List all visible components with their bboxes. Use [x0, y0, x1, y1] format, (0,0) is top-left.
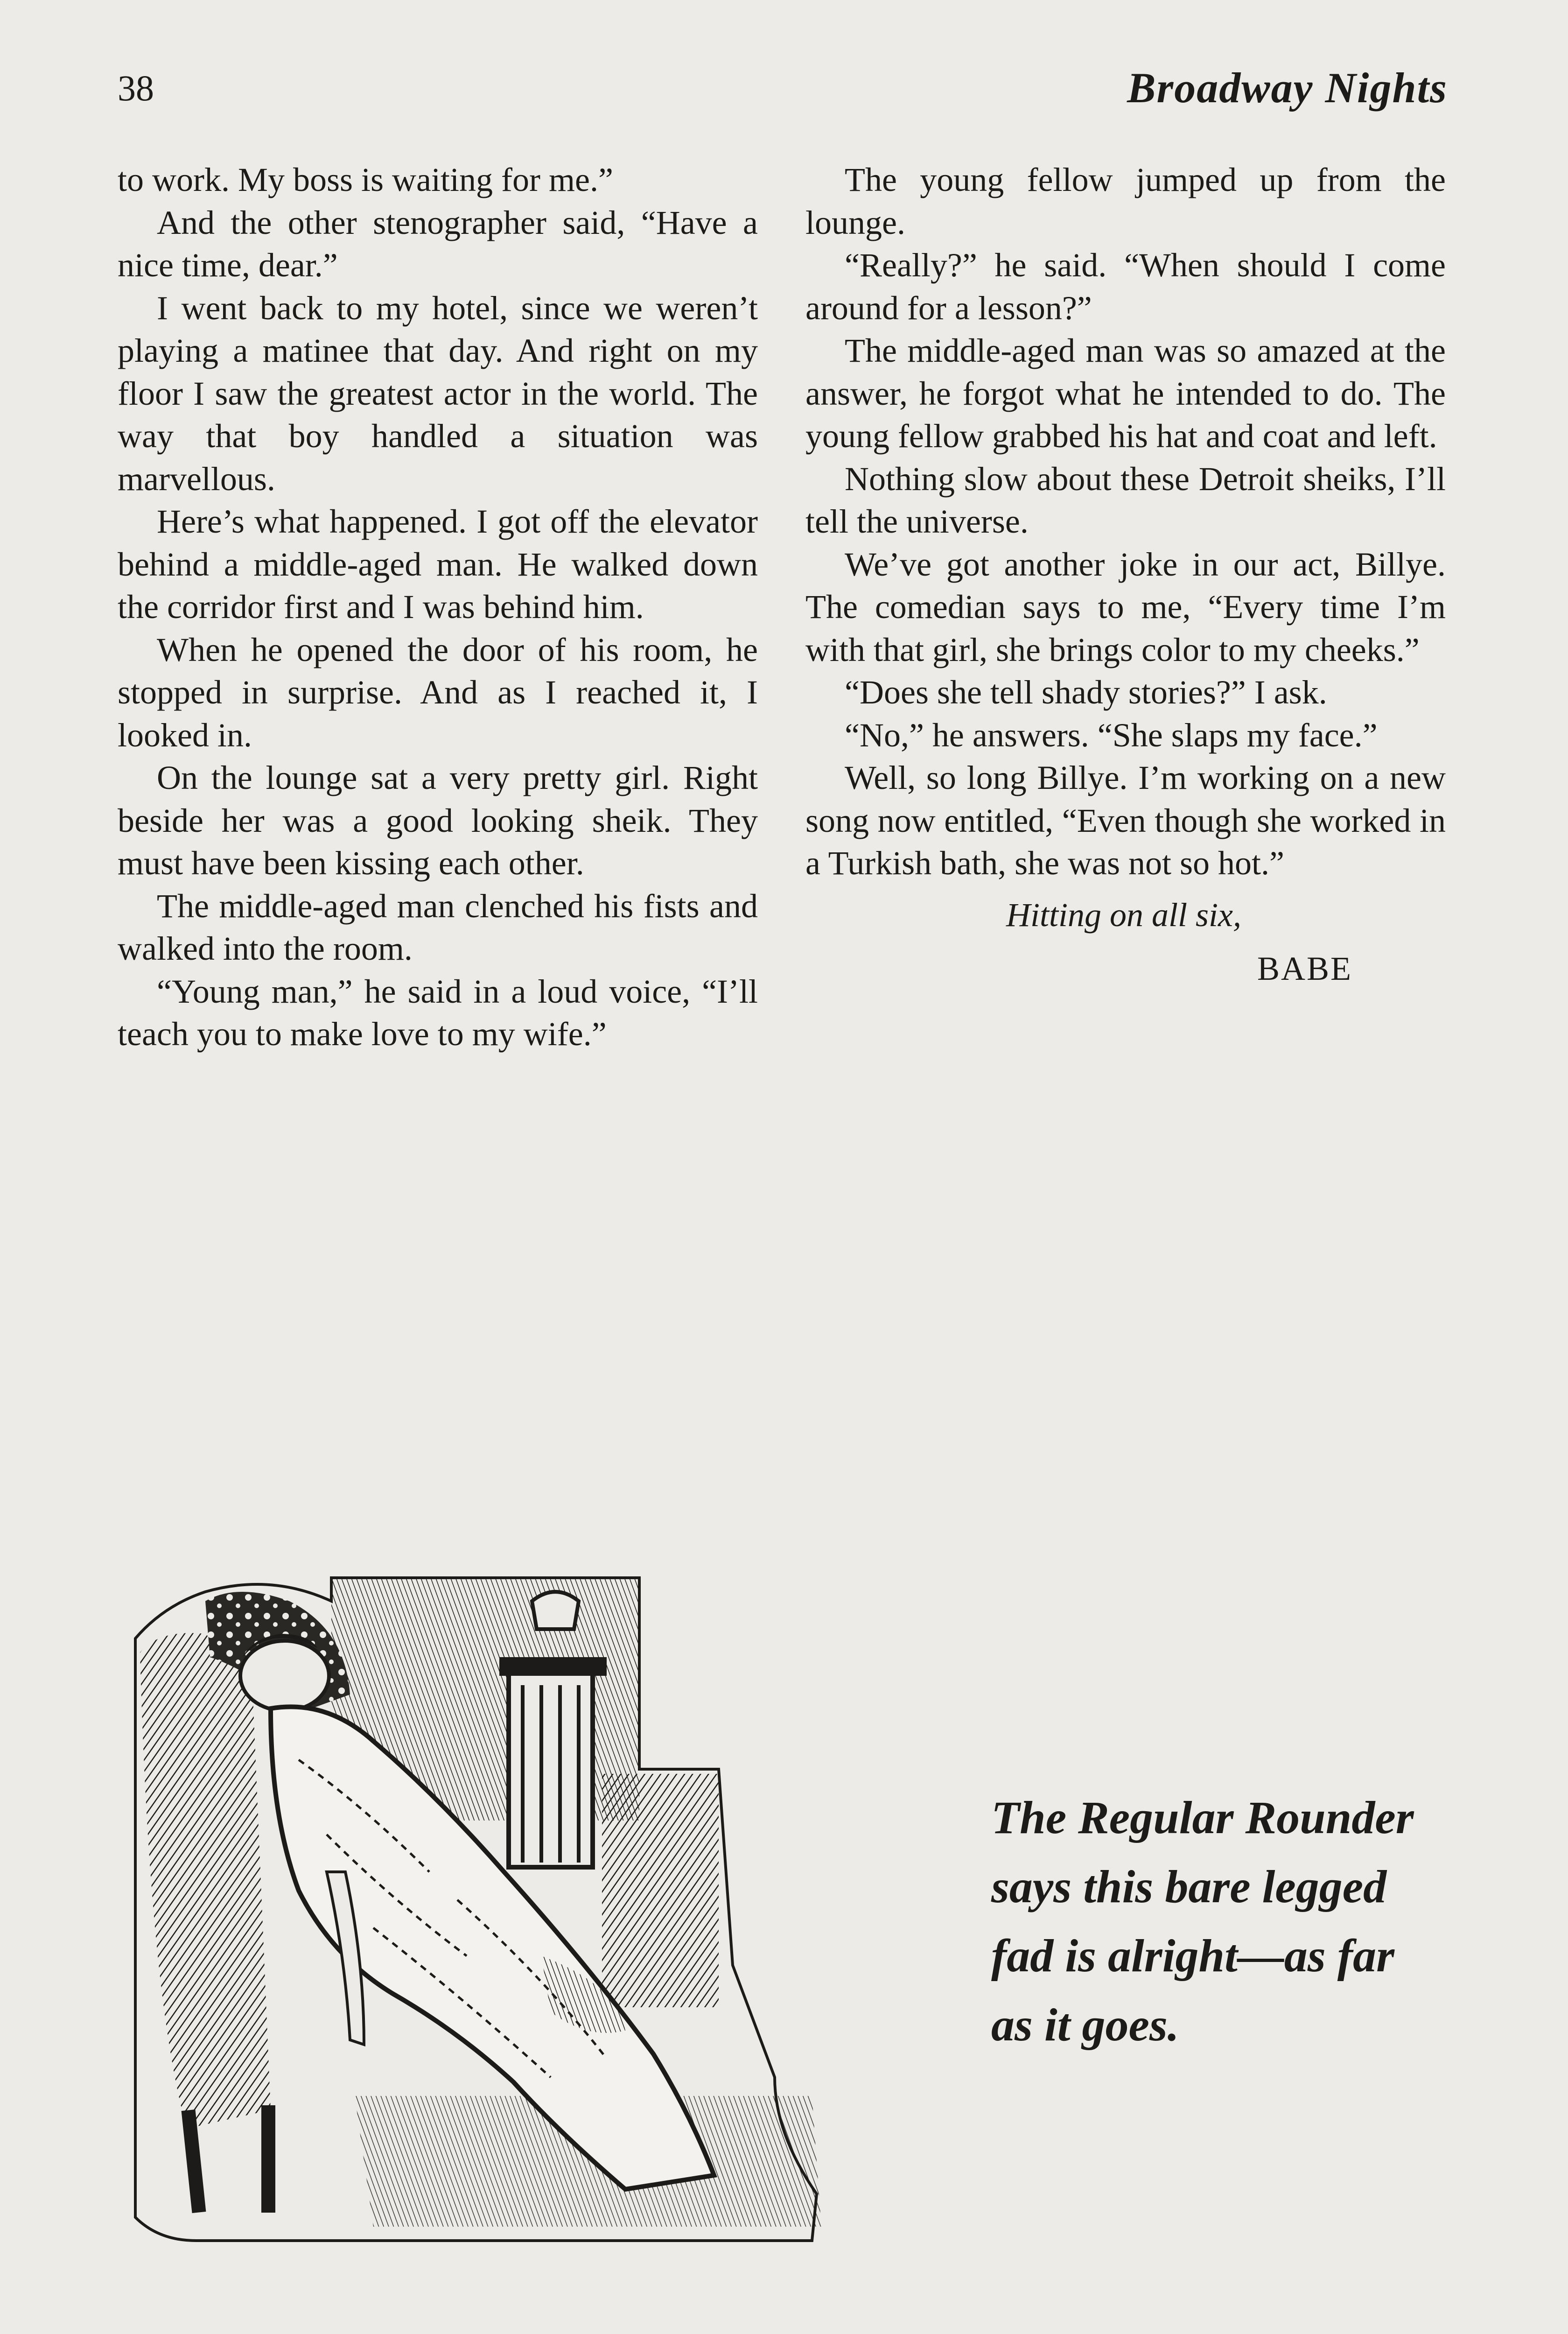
- right-paragraph-5: We’ve got another joke in our act, Billye. The comedian says to me, “Every time I’m with that girl, she brings color to my cheeks.”: [805, 545, 1446, 668]
- right-paragraph-7: “No,” he answers. “She slaps my face.”: [845, 716, 1378, 754]
- left-paragraph-3: I went back to my hotel, since we weren’t playing a matinee that day. And right on my floor I saw the greatest actor in the world. The way that boy handled a situation was marvellous.: [118, 289, 758, 498]
- left-paragraph-4: Here’s what happened. I got off the elevator behind a middle-aged man. He walked down the corridor first and I was behind him.: [118, 503, 758, 626]
- left-paragraph-1: to work. My boss is waiting for me.”: [118, 161, 613, 198]
- right-column: [805, 159, 1446, 994]
- left-paragraph-6: On the lounge sat a very pretty girl. Right beside her was a good looking sheik. They must have been kissing each other.: [118, 759, 758, 882]
- illustration-caption: [991, 1783, 1463, 2060]
- right-paragraph-8: Well, so long Billye. I’m working on a new song now entitled, “Even though she worked in a Turkish bath, she was not so hot.”: [805, 759, 1446, 882]
- right-paragraph-3: The middle-aged man was so amazed at the answer, he forgot what he intended to do. The young fellow grabbed his hat and coat and left.: [805, 332, 1446, 455]
- caption-line-1: The Regular Rounder: [991, 1792, 1414, 1843]
- left-paragraph-7: The middle-aged man clenched his fists and walked into the room.: [118, 887, 758, 967]
- caption-line-2: says this bare legged: [991, 1861, 1387, 1912]
- right-paragraph-2: “Really?” he said. “When should I come around for a lesson?”: [805, 246, 1446, 327]
- signoff: Hitting on all six,: [1006, 896, 1241, 934]
- right-paragraph-1: The young fellow jumped up from the lounge.: [805, 161, 1446, 241]
- running-title: Broadway Nights: [1127, 64, 1448, 112]
- caption-line-4: as it goes.: [991, 1999, 1179, 2051]
- right-paragraph-4: Nothing slow about these Detroit sheiks, I’ll tell the universe.: [805, 460, 1446, 540]
- left-paragraph-5: When he opened the door of his room, he stopped in surprise. And as I reached it, I looked in.: [118, 631, 758, 754]
- left-paragraph-8: “Young man,” he said in a loud voice, “I’ll teach you to make love to my wife.”: [118, 972, 758, 1053]
- left-column: [118, 159, 758, 1056]
- caption-line-3: fad is alright—as far: [991, 1930, 1395, 1982]
- illustration-reclining-woman: [131, 1573, 821, 2245]
- signature: BABE: [1257, 949, 1352, 987]
- page-number: 38: [118, 68, 154, 108]
- right-paragraph-6: “Does she tell shady stories?” I ask.: [845, 674, 1327, 711]
- left-paragraph-2: And the other stenographer said, “Have a nice time, dear.”: [118, 204, 758, 284]
